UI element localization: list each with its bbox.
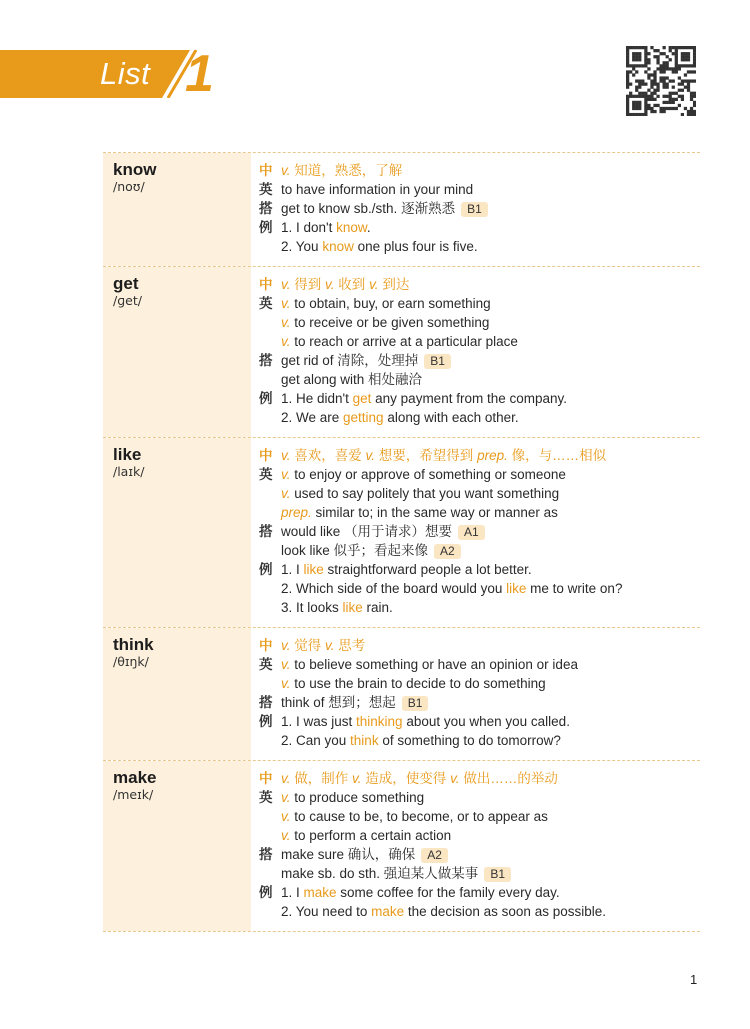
entry-row	[103, 627, 700, 760]
example-post: straightforward people a lot better.	[323, 562, 532, 577]
part-of-speech: v.	[450, 771, 460, 786]
list-title: List	[100, 56, 151, 91]
chinese-meaning: 做，制作	[294, 771, 349, 786]
part-of-speech: v.	[325, 638, 335, 653]
definition-cell	[251, 153, 700, 266]
part-of-speech: v.	[281, 676, 291, 691]
english-meaning: used to say politely that you want something	[294, 486, 560, 501]
tag-spacer	[259, 674, 281, 693]
english-text	[281, 788, 700, 807]
example-post: any payment from the company.	[371, 391, 567, 406]
example-post: me to write on?	[526, 581, 623, 596]
example-sentence	[259, 731, 700, 750]
example-sentence	[259, 560, 700, 579]
collocation-phrase: get to know sb./sth. 逐渐熟悉	[281, 201, 456, 216]
highlighted-word: think	[350, 733, 379, 748]
chinese-meaning: 觉得	[294, 638, 322, 653]
highlighted-word: like	[506, 581, 527, 596]
english-text	[281, 674, 700, 693]
collocation-text	[281, 370, 700, 389]
part-of-speech: prep.	[281, 505, 312, 520]
level-badge: B1	[402, 696, 429, 711]
example-text	[281, 902, 700, 921]
collocation-text	[281, 522, 700, 541]
headword-cell	[103, 153, 251, 266]
example-pre: 2. You	[281, 239, 323, 254]
english-text	[281, 826, 700, 845]
tag-collocation: 搭	[259, 353, 273, 368]
example-sentence	[259, 218, 700, 237]
english-definition	[259, 674, 700, 693]
english-definition	[259, 807, 700, 826]
chinese-meaning: 得到	[294, 277, 322, 292]
headword: like	[113, 445, 142, 464]
tag-chinese: 中	[259, 277, 273, 292]
example-post: .	[366, 220, 371, 235]
part-of-speech: v.	[281, 790, 291, 805]
highlighted-word: get	[352, 391, 372, 406]
part-of-speech: v.	[281, 296, 291, 311]
english-text	[281, 294, 700, 313]
phonetic: /meɪk/	[113, 787, 154, 802]
tag-spacer	[259, 484, 281, 503]
collocation-text	[281, 351, 700, 370]
collocation	[259, 693, 700, 712]
collocation	[259, 845, 700, 864]
english-text	[281, 313, 700, 332]
tag-collocation: 搭	[259, 695, 273, 710]
tag-spacer	[259, 807, 281, 826]
tag-spacer	[259, 503, 281, 522]
definition-cell	[251, 438, 700, 627]
tag-example: 例	[259, 391, 273, 406]
list-number: 1	[185, 45, 214, 103]
english-definition	[259, 332, 700, 351]
part-of-speech: v.	[281, 771, 291, 786]
english-definition	[259, 180, 700, 199]
highlighted-word: know	[336, 220, 367, 235]
part-of-speech: v.	[281, 657, 291, 672]
english-text	[281, 332, 700, 351]
chinese-meaning: 想要，希望得到	[378, 448, 474, 463]
tag-example: 例	[259, 714, 273, 729]
tag-spacer	[259, 408, 281, 427]
english-text	[281, 503, 700, 522]
tag-english: 英	[259, 296, 273, 311]
headword: make	[113, 768, 157, 787]
chinese-meaning: 思考	[338, 638, 366, 653]
tag-spacer	[259, 731, 281, 750]
example-pre: 1. I	[281, 562, 304, 577]
collocation-phrase: think of 想到；想起	[281, 695, 396, 710]
chinese-meaning: 造成，使变得	[365, 771, 447, 786]
tag-spacer	[259, 332, 281, 351]
collocation	[259, 351, 700, 370]
english-definition	[259, 484, 700, 503]
english-text	[281, 807, 700, 826]
tag-english: 英	[259, 657, 273, 672]
english-definition	[259, 826, 700, 845]
page-number: 1	[690, 972, 698, 987]
example-post: rain.	[362, 600, 393, 615]
tag-example: 例	[259, 562, 273, 577]
chinese-text	[281, 275, 700, 294]
english-meaning: to obtain, buy, or earn something	[294, 296, 491, 311]
collocation-phrase: get along with 相处融洽	[281, 372, 423, 387]
qr-code-icon	[626, 46, 696, 116]
phonetic: /noʊ/	[113, 179, 145, 194]
example-sentence	[259, 579, 700, 598]
tag-chinese: 中	[259, 448, 273, 463]
example-text	[281, 237, 700, 256]
example-pre: 1. I don't	[281, 220, 337, 235]
tag-example: 例	[259, 220, 273, 235]
english-text	[281, 180, 700, 199]
headword: get	[113, 274, 139, 293]
example-post: one plus four is five.	[353, 239, 478, 254]
chinese-meaning: 到达	[382, 277, 410, 292]
english-meaning: to cause to be, to become, or to appear as	[294, 809, 548, 824]
example-pre: 2. You need to	[281, 904, 372, 919]
english-meaning: to produce something	[294, 790, 425, 805]
example-sentence	[259, 598, 700, 617]
part-of-speech: v.	[281, 638, 291, 653]
highlighted-word: getting	[343, 410, 384, 425]
collocation-text	[281, 693, 700, 712]
headword-cell	[103, 628, 251, 760]
part-of-speech: v.	[281, 809, 291, 824]
tag-spacer	[259, 541, 281, 560]
chinese-text	[281, 769, 700, 788]
example-text	[281, 883, 700, 902]
english-meaning: to enjoy or approve of something or someone	[294, 467, 566, 482]
example-pre: 3. It looks	[281, 600, 343, 615]
tag-spacer	[259, 237, 281, 256]
tag-chinese: 中	[259, 771, 273, 786]
level-badge: A1	[458, 525, 485, 540]
tag-spacer	[259, 826, 281, 845]
highlighted-word: make	[371, 904, 405, 919]
tag-english: 英	[259, 467, 273, 482]
example-post: about you when you called.	[402, 714, 570, 729]
tag-collocation: 搭	[259, 847, 273, 862]
phonetic: /ɡet/	[113, 293, 142, 308]
tag-spacer	[259, 313, 281, 332]
example-text	[281, 579, 700, 598]
example-text	[281, 389, 700, 408]
entry-row	[103, 152, 700, 266]
level-badge: B1	[424, 354, 451, 369]
chinese-text	[281, 636, 700, 655]
part-of-speech: v.	[281, 828, 291, 843]
example-sentence	[259, 237, 700, 256]
tag-spacer	[259, 598, 281, 617]
collocation	[259, 541, 700, 560]
chinese-meaning: 收到	[338, 277, 366, 292]
example-text	[281, 218, 700, 237]
chinese-definition	[259, 161, 700, 180]
english-text	[281, 465, 700, 484]
chinese-meaning: 像，与……相似	[511, 448, 607, 463]
tag-example: 例	[259, 885, 273, 900]
english-definition	[259, 503, 700, 522]
example-sentence	[259, 883, 700, 902]
chinese-text	[281, 161, 700, 180]
example-pre: 1. I	[281, 885, 304, 900]
english-definition	[259, 655, 700, 674]
chinese-definition	[259, 636, 700, 655]
entry-row	[103, 437, 700, 627]
headword: think	[113, 635, 154, 654]
english-definition	[259, 313, 700, 332]
part-of-speech: v.	[281, 486, 291, 501]
chinese-meaning: 知道，熟悉，了解	[294, 163, 403, 178]
example-sentence	[259, 712, 700, 731]
part-of-speech: v.	[281, 277, 291, 292]
part-of-speech: v.	[281, 448, 291, 463]
chinese-meaning: 喜欢，喜爱	[294, 448, 362, 463]
example-sentence	[259, 902, 700, 921]
part-of-speech: v.	[352, 771, 362, 786]
example-pre: 1. I was just	[281, 714, 357, 729]
english-meaning: to believe something or have an opinion or idea	[294, 657, 578, 672]
english-meaning: similar to; in the same way or manner as	[315, 505, 558, 520]
headword: know	[113, 160, 157, 179]
english-definition	[259, 788, 700, 807]
example-text	[281, 712, 700, 731]
english-meaning: to perform a certain action	[294, 828, 452, 843]
english-definition	[259, 294, 700, 313]
example-pre: 2. We are	[281, 410, 344, 425]
vocabulary-table	[103, 152, 700, 932]
example-text	[281, 598, 700, 617]
level-badge: A2	[434, 544, 461, 559]
example-sentence	[259, 408, 700, 427]
level-badge: B1	[484, 867, 511, 882]
chinese-definition	[259, 769, 700, 788]
example-text	[281, 560, 700, 579]
example-post: some coffee for the family every day.	[336, 885, 560, 900]
definition-cell	[251, 628, 700, 760]
entry-row	[103, 760, 700, 932]
part-of-speech: v.	[281, 315, 291, 330]
headword-cell	[103, 438, 251, 627]
headword-cell	[103, 267, 251, 437]
collocation-text	[281, 864, 700, 883]
tag-collocation: 搭	[259, 524, 273, 539]
tag-chinese: 中	[259, 163, 273, 178]
chinese-meaning: 做出……的举动	[463, 771, 558, 786]
collocation	[259, 522, 700, 541]
part-of-speech: v.	[369, 277, 379, 292]
level-badge: B1	[461, 202, 488, 217]
example-text	[281, 731, 700, 750]
part-of-speech: v.	[281, 467, 291, 482]
collocation	[259, 199, 700, 218]
collocation-phrase: would like （用于请求）想要	[281, 524, 453, 539]
tag-english: 英	[259, 790, 273, 805]
example-post: the decision as soon as possible.	[404, 904, 606, 919]
collocation-phrase: get rid of 清除，处理掉	[281, 353, 419, 368]
chinese-definition	[259, 275, 700, 294]
definition-cell	[251, 761, 700, 931]
headword-cell	[103, 761, 251, 931]
example-post: of something to do tomorrow?	[378, 733, 561, 748]
tag-spacer	[259, 902, 281, 921]
tag-collocation: 搭	[259, 201, 273, 216]
phonetic: /laɪk/	[113, 464, 145, 479]
tag-spacer	[259, 370, 281, 389]
highlighted-word: thinking	[356, 714, 403, 729]
collocation-phrase: make sb. do sth. 强迫某人做某事	[281, 866, 479, 881]
tag-spacer	[259, 579, 281, 598]
part-of-speech: v.	[365, 448, 376, 463]
tag-spacer	[259, 864, 281, 883]
example-pre: 2. Can you	[281, 733, 351, 748]
collocation-phrase: make sure 确认，确保	[281, 847, 416, 862]
collocation-text	[281, 541, 700, 560]
part-of-speech: v.	[325, 277, 335, 292]
highlighted-word: make	[303, 885, 337, 900]
english-meaning: to reach or arrive at a particular place	[294, 334, 518, 349]
phonetic: /θɪŋk/	[113, 654, 149, 669]
part-of-speech: v.	[281, 334, 291, 349]
collocation-phrase: look like 似乎；看起来像	[281, 543, 429, 558]
chinese-text	[281, 446, 700, 465]
entry-row	[103, 266, 700, 437]
example-post: along with each other.	[383, 410, 519, 425]
english-meaning: to have information in your mind	[281, 182, 474, 197]
part-of-speech: prep.	[477, 448, 508, 463]
definition-cell	[251, 267, 700, 437]
tag-english: 英	[259, 182, 273, 197]
chinese-definition	[259, 446, 700, 465]
collocation	[259, 370, 700, 389]
example-text	[281, 408, 700, 427]
english-meaning: to use the brain to decide to do something	[294, 676, 546, 691]
example-pre: 2. Which side of the board would you	[281, 581, 507, 596]
collocation-text	[281, 845, 700, 864]
english-meaning: to receive or be given something	[294, 315, 490, 330]
english-text	[281, 655, 700, 674]
english-text	[281, 484, 700, 503]
example-sentence	[259, 389, 700, 408]
example-pre: 1. He didn't	[281, 391, 353, 406]
part-of-speech: v.	[281, 163, 291, 178]
tag-chinese: 中	[259, 638, 273, 653]
english-definition	[259, 465, 700, 484]
collocation-text	[281, 199, 700, 218]
highlighted-word: know	[322, 239, 354, 254]
highlighted-word: like	[303, 562, 324, 577]
collocation	[259, 864, 700, 883]
level-badge: A2	[421, 848, 448, 863]
highlighted-word: like	[342, 600, 363, 615]
